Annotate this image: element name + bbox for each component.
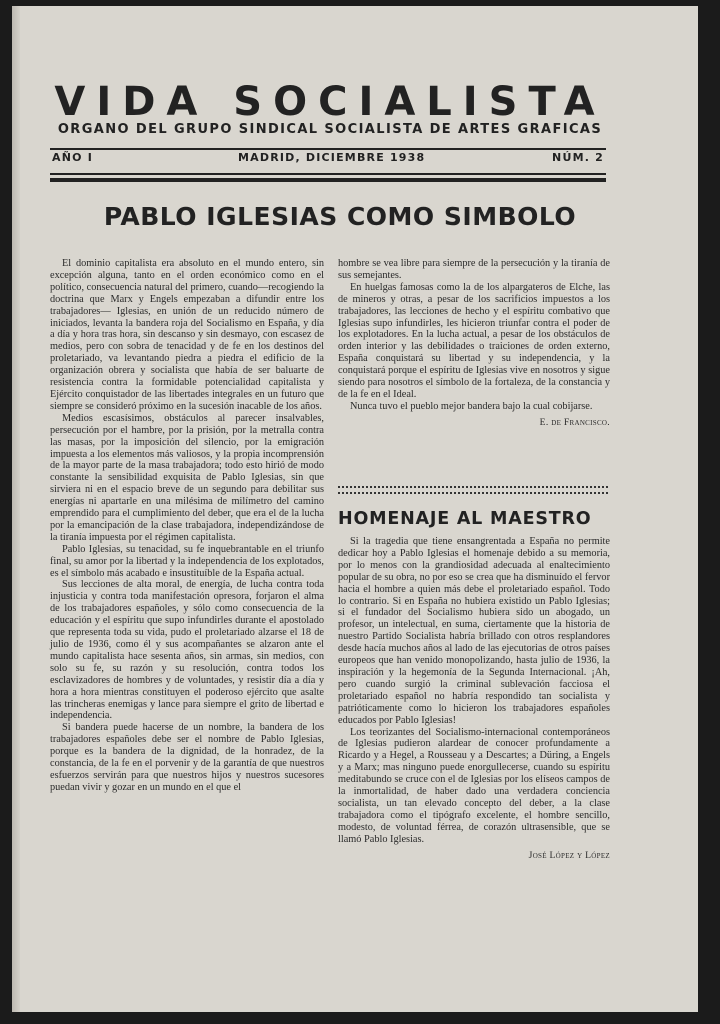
paragraph: Pablo Iglesias, su tenacidad, su fe inquebrantable en el triunfo final, su amor por la libertad y la independencia de los explotados, es el símbolo más acabado e insustituíble de la España actual.: [50, 543, 324, 579]
paragraph: Sus lecciones de alta moral, de energía, de lucha contra toda injusticia y contra toda manifestación opresora, forjaron el alma de los trabajadores españoles, y sólo como consecuencia de la educación y el espíritu que supo infundirles durante el apostolado que representa toda su vida, pudo el proletariado alzarse el 18 de julio de 1936, como él y sus acompañantes se alzaron ante el mundo capitalista hace sesenta años, sin armas, sin medios, con solo su fe, su razón y su resolución, contra todos los esclavizadores de hombres y de voluntades, y resistir día a día y hora a hora mientras constituyen el poderoso ejército que asalte las trincheras enemigas y lance para siempre el grito de libertad e independencia.: [50, 579, 324, 722]
homage-column: [338, 536, 610, 861]
section-headline: HOMENAJE AL MAESTRO: [338, 509, 592, 529]
place-date: MADRID, DICIEMBRE 1938: [238, 151, 426, 164]
page-edge: [12, 6, 20, 1012]
dotted-separator: [338, 486, 608, 494]
masthead-rule-top: [50, 148, 606, 150]
paragraph: Medios escasísimos, obstáculos al parecer insalvables, persecución por el hambre, por la prisión, por la metralla contra las masas, por la imposición del silencio, por la emigración impuesta a los elementos más valiosos, y la propia incomprensión de la mayor parte de la masa trabajadora; todo esto hirió de modo constante la sensibilidad exquisita de Pablo Iglesias, sin que sirviera ni en el espacio breve de un segundo para debilitar sus energías ni apartarle en una milésima de milímetro del camino emprendido para el cumplimiento del deber, que era el de la lucha por la emancipación de la clase trabajadora, independizándose de la tiranía impuesta por el régimen capitalista.: [50, 412, 324, 543]
article-headline: PABLO IGLESIAS COMO SIMBOLO: [103, 202, 577, 231]
dateline: [52, 151, 604, 169]
paragraph: hombre se vea libre para siempre de la persecución y la tiranía de sus semejantes.: [338, 258, 610, 281]
newspaper-page: [12, 6, 698, 1012]
paragraph: Si la tragedia que tiene ensangrentada a España no permite dedicar hoy a Pablo Iglesias el homenaje debido a su memoria, por lo menos con la grandiosidad adecuada al enaltecimiento popular de su obra, no por eso se crea que ha disminuído el fervor hacia el hombre a quien más debe el proletariado español. Todo lo contrario. Si en España no hubiera existido un Pablo Iglesias; si el fundador del Socialismo hubiera sido un abogado, un profesor, un intelectual, en suma, ciertamente que la historia de nuestro Partido Socialista habría brillado con otros resplandores desde hacía muchos años al lado de las ejecutorias de otros países europeos que han venido monopolizando, hasta julio de 1936, la inspiración y la hegemonía de la Segunda Internacional. ¡Ah, pero cuando surgió la criminal sublevación facciosa el proletariado español no habría respondido tan socialista y patrióticamente como lo hicieron los trabajadores españoles educados por Pablo Iglesias!: [338, 536, 610, 726]
paragraph: En huelgas famosas como la de los alpargateros de Elche, las de mineros y otras, a pesar de los sacrificios impuestos a los trabajadores, las lecciones de hecho y el espíritu combativo que Iglesias supo infundirles, les hicieron triunfar contra el poder de los explotadores. En la lucha actual, a pesar de los obstáculos de orden interior y las debilidades o traiciones de orden externo, España conquistará su libertad y su independencia, y la conquistará porque el espíritu de Iglesias vive en nosotros y sigue siendo para nosotros el símbolo de la fortaleza, de la constancia y de la fe en el Ideal.: [338, 281, 610, 400]
masthead-rule-mid: [50, 173, 606, 175]
issue-number: NÚM. 2: [552, 151, 604, 164]
paragraph: Los teorizantes del Socialismo-internacional contemporáneos de Iglesias pudieron alardear de conocer profundamente a Ricardo y a Hegel, a Rousseau y a Descartes; a Düring, a Engels y a Marx; mas ninguno puede enorgullecerse, cuando su espíritu meditabundo se cruce con el de Iglesias por los elíseos campos de la inmortalidad, de haber dado una verdadera conciencia socialista, un tan elevado concepto del deber, a la clase trabajadora como el tipógrafo excelente, el hombre sencillo, modesto, de voluntad férrea, de corazón ultrasensible, que se llamó Pablo Iglesias.: [338, 726, 610, 845]
article-column-left: [50, 258, 324, 794]
paragraph: El dominio capitalista era absoluto en el mundo entero, sin excepción alguna, tanto en el orden económico como en el político, consecuencia natural del primero, cuando—recogiendo la doctrina que Marx y Engels empezaban a difundir entre los trabajadores— Iglesias, en unión de un reducido número de iniciados, levanta la bandera roja del Socialismo en España, y día a día y hora tras hora, sin descanso y sin desmayo, con escasez de medios, pero con sobra de tenacidad y de fe en los destinos del proletariado, va levantando piedra a piedra el edificio de la organización obrera y socialista que había de ser baluarte de resistencia contra la formidable potencialidad capitalista y Ejército conquistador de las libertades integrales en un futuro que siempre se consideró próximo en la sucesión inacable de los años.: [50, 258, 324, 412]
paragraph: Nunca tuvo el pueblo mejor bandera bajo la cual cobijarse.: [350, 400, 593, 412]
homage-signature: José López y López: [528, 849, 610, 861]
paragraph: Si bandera puede hacerse de un nombre, la bandera de los trabajadores españoles debe ser el nombre de Pablo Iglesias, porque es la bandera de la dignidad, de la honradez, de la constancia, de la fe en el porvenir y de la garantía de que nuestros esfuerzos servirán para que nuestros hijos y nuestros sucesores puedan vivir y gozar en un mundo en el que el: [50, 722, 324, 793]
masthead-title: VIDA SOCIALISTA: [54, 79, 606, 125]
masthead-subtitle: ORGANO DEL GRUPO SINDICAL SOCIALISTA DE ARTES GRAFICAS: [57, 122, 603, 137]
article-signature: E. de Francisco.: [539, 416, 610, 428]
issue-year: AÑO I: [52, 151, 93, 164]
article-column-right: [338, 258, 610, 429]
masthead-rule-bottom: [50, 178, 606, 182]
